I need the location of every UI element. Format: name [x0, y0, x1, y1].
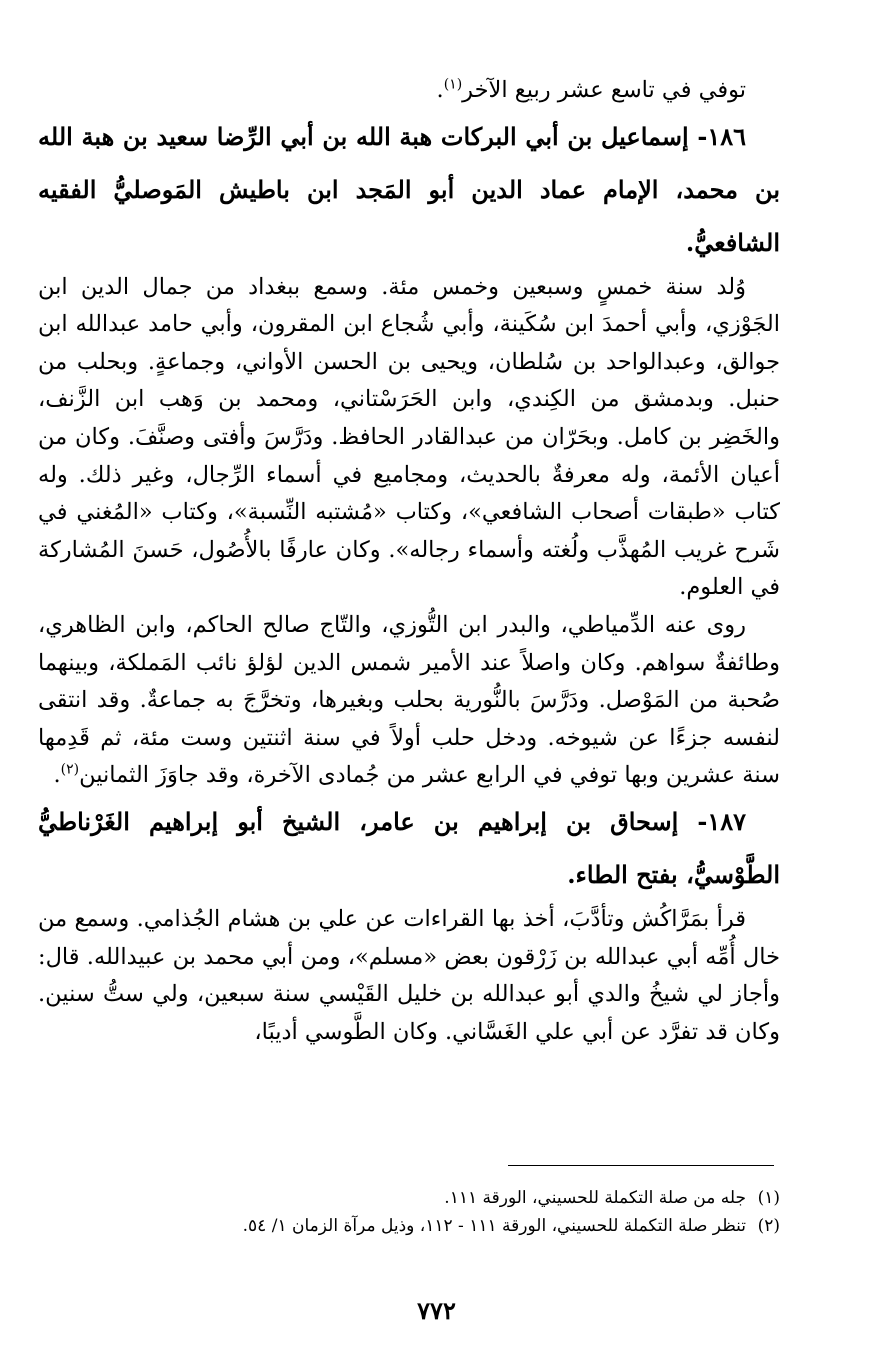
- entry-186-paragraph-2: روى عنه الدِّمياطي، والبدر ابن التُّوزي، والتّاج صالح الحاكم، وابن الظاهري، وطائفةٌ سواهم. وكان واصلاً عند الأمير شمس الدين لؤلؤ نائب المَملكة، وبينهما صُحبة من المَوْصل. ودَرَّسَ بالنُّورية بحلب وبغيرها، وتخرَّجَ به جماعةٌ. وقد انتقى لنفسه جزءًا عن شيوخه. ودخل حلب أولاً في سنة اثنتين وست مئة، ثم قَدِمها سنة عشرين وبها توفي في الرابع عشر من جُمادى الآخرة، وقد جاوَزَ الثمانين$^{(٢)}$.: [38, 611, 780, 789]
- entry-186-paragraph-1: وُلد سنة خمسٍ وسبعين وخمس مئة. وسمع ببغداد من جمال الدين ابن الجَوْزي، وأبي أحمدَ ابن سُكَينة، وأبي شُجاع ابن المقرون، وأبي حامد عبدالله ابن جوالق، وعبدالواحد بن سُلطان، ويحيى بن الحسن الأواني، وجماعةٍ. وبحلب من حنبل. وبدمشق من الكِندي، وابن الحَرَسْتاني، ومحمد بن وَهب ابن الزَّنف، والخَضِر بن كامل. وبحَرّان من عبدالقادر الحافظ. ودَرَّسَ وأفتى وصنَّفَ. وكان من أعيان الأئمة، وله معرفةٌ بالحديث، ومجاميع في أسماء الرِّجال، وغير ذلك. وله كتاب «طبقات أصحاب الشافعي»، وكتاب «مُشتبه النِّسبة»، وكتاب «المُغني في شَرح غريب المُهذَّب ولُغته وأسماء رجاله». وكان عارفًا بالأُصُول، حَسنَ المُشاركة في العلوم.: [38, 273, 780, 601]
- footnote-separator: [508, 1165, 774, 1166]
- opening-text: توفي في تاسع عشر ربيع الآخر: [462, 77, 746, 103]
- entry-186-heading: ١٨٦- إسماعيل بن أبي البركات هبة الله بن أبي الرِّضا سعيد بن هبة الله بن محمد، الإمام عماد الدين أبو المَجد ابن باطيش المَوصليُّ الفقيه الشافعيُّ.: [38, 121, 780, 257]
- opening-line: توفي في تاسع عشر ربيع الآخر$^{(١)}$.: [436, 76, 746, 103]
- footnote-ref-1: (١): [443, 76, 463, 93]
- footnotes: [38, 1184, 780, 1240]
- entry-186-paragraph-2-text: روى عنه الدِّمياطي، والبدر ابن التُّوزي، والتّاج صالح الحاكم، وابن الظاهري، وطائفةٌ سواهم. وكان واصلاً عند الأمير شمس الدين لؤلؤ نائب المَملكة، وبينهما صُحبة من المَوْصل. ودَرَّسَ بالنُّورية بحلب وبغيرها، وتخرَّجَ به جماعةٌ. وقد انتقى لنفسه جزءًا عن شيوخه. ودخل حلب أولاً في سنة اثنتين وست مئة، ثم قَدِمها سنة عشرين وبها توفي في الرابع عشر من جُمادى الآخرة، وقد جاوَزَ الثمانين: [38, 611, 780, 789]
- page-number: ٧٧٢: [417, 1296, 456, 1325]
- footnote-1: [38, 1184, 780, 1212]
- entry-187-paragraph-1: قرأ بمَرَّاكُش وتأدَّبَ، أخذ بها القراءات عن علي بن هشام الجُذامي. وسمع من خال أُمِّه أبي عبدالله بن زَرْقون بعض «مسلم»، ومن أبي محمد بن عبيدالله. قال: وأجاز لي شيخُ والدي أبو عبدالله بن خليل القَيْسي سنة سبعين، ولي ستُّ سنين. وكان قد تفرَّد عن أبي علي الغَسَّاني. وكان الطَّوسي أديبًا،: [38, 905, 780, 1045]
- footnote-1-number: (١): [757, 1188, 780, 1208]
- entry-187-heading: ١٨٧- إسحاق بن إبراهيم بن عامر، الشيخ أبو إبراهيم الغَرْناطيُّ الطَّوْسيُّ، بفتح الطاء.: [38, 806, 780, 889]
- footnote-2-number: (٢): [757, 1216, 780, 1236]
- page-body: [38, 72, 780, 1051]
- footnote-2: [38, 1212, 780, 1240]
- footnote-2-text: تنظر صلة التكملة للحسيني، الورقة ١١١ - ١١٢، وذيل مرآة الزمان ١/ ٥٤.: [242, 1216, 746, 1236]
- footnote-ref-2: (٢): [60, 761, 80, 778]
- footnote-1-text: جله من صلة التكملة للحسيني، الورقة ١١١.: [444, 1188, 746, 1208]
